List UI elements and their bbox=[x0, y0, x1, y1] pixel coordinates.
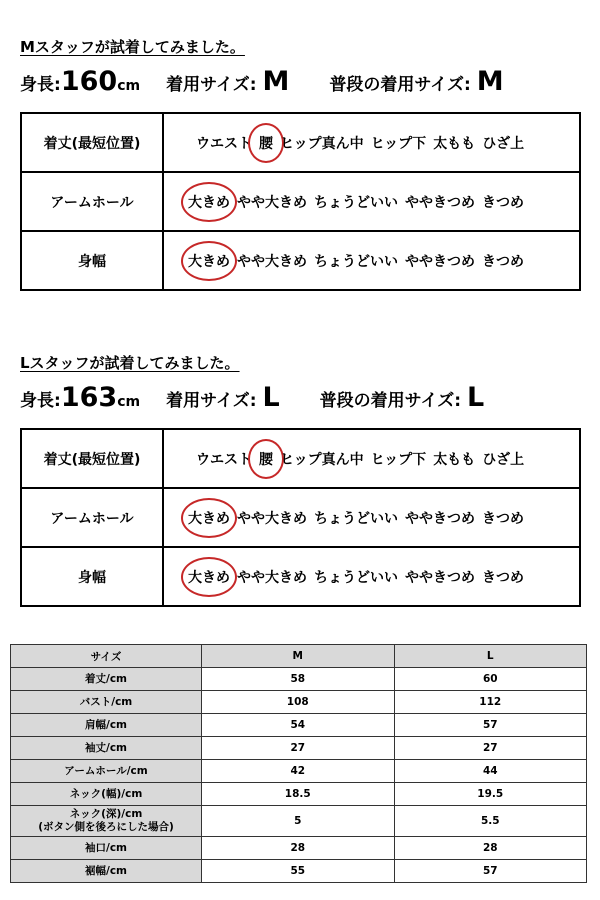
fit-row-body-width bbox=[21, 231, 580, 290]
size-value: M bbox=[262, 66, 290, 97]
size-value-l: 27 bbox=[394, 737, 587, 760]
size-value-l: 28 bbox=[394, 837, 587, 860]
usual-size-value: M bbox=[476, 66, 504, 97]
size-value-l: 57 bbox=[394, 714, 587, 737]
size-table-header bbox=[11, 645, 587, 668]
fit-option: きつめ bbox=[482, 253, 524, 270]
fit-option: ウエスト bbox=[196, 451, 252, 468]
fit-option: やや大きめ bbox=[237, 510, 307, 527]
height-value: 160 bbox=[60, 66, 118, 97]
size-value-m: 58 bbox=[202, 668, 395, 691]
fit-option: ヒップ下 bbox=[370, 451, 427, 468]
size-value: L bbox=[262, 382, 280, 413]
size-row bbox=[11, 806, 587, 837]
fit-option-selected: 大きめ bbox=[188, 251, 230, 271]
size-row-name bbox=[11, 806, 202, 837]
height-label: 身長: bbox=[20, 75, 61, 95]
fit-option: ややきつめ bbox=[405, 569, 475, 586]
fit-option: ちょうどいい bbox=[314, 253, 398, 270]
fit-option: ひざ上 bbox=[482, 135, 525, 152]
fit-row-label: 身幅 bbox=[21, 231, 163, 290]
size-value-l: 19.5 bbox=[394, 783, 587, 806]
header-l: L bbox=[394, 645, 587, 668]
size-row bbox=[11, 691, 587, 714]
fit-option: やや大きめ bbox=[237, 194, 307, 211]
size-row bbox=[11, 714, 587, 737]
fit-option-selected: 腰 bbox=[259, 133, 273, 153]
staff-m-stats bbox=[20, 66, 504, 97]
size-row-name: 肩幅/cm bbox=[11, 714, 202, 737]
size-value-m: 27 bbox=[202, 737, 395, 760]
size-row-name: 袖丈/cm bbox=[11, 737, 202, 760]
fit-option-selected: 大きめ bbox=[188, 192, 230, 212]
header-size: サイズ bbox=[11, 645, 202, 668]
fit-option: ちょうどいい bbox=[314, 194, 398, 211]
fit-row-armhole bbox=[21, 488, 580, 547]
fit-option: やや大きめ bbox=[237, 253, 307, 270]
fit-option: ヒップ下 bbox=[370, 135, 427, 152]
fit-options bbox=[163, 172, 580, 231]
size-row bbox=[11, 668, 587, 691]
size-row-name: ネック(幅)/cm bbox=[11, 783, 202, 806]
size-label: 着用サイズ: bbox=[166, 391, 257, 411]
fit-option: ヒップ真ん中 bbox=[280, 135, 364, 152]
fit-row-armhole bbox=[21, 172, 580, 231]
fit-option: ちょうどいい bbox=[314, 569, 398, 586]
fit-row-body-width bbox=[21, 547, 580, 606]
staff-l-title: Lスタッフが試着してみました。 bbox=[20, 354, 240, 372]
header-m: M bbox=[202, 645, 395, 668]
fit-options bbox=[163, 429, 580, 488]
fit-options bbox=[163, 231, 580, 290]
size-value-m: 108 bbox=[202, 691, 395, 714]
usual-size-label: 普段の着用サイズ: bbox=[319, 391, 462, 411]
height-value: 163 bbox=[60, 382, 118, 413]
usual-size-label: 普段の着用サイズ: bbox=[329, 75, 471, 95]
size-row bbox=[11, 783, 587, 806]
size-value-m: 18.5 bbox=[202, 783, 395, 806]
size-row-name: 裾幅/cm bbox=[11, 860, 202, 883]
size-value-m: 5 bbox=[202, 806, 395, 837]
fit-row-length bbox=[21, 429, 580, 488]
fit-option: きつめ bbox=[482, 194, 524, 211]
size-value-m: 42 bbox=[202, 760, 395, 783]
fit-option: ウエスト bbox=[196, 135, 252, 152]
fit-options bbox=[163, 488, 580, 547]
size-value-m: 55 bbox=[202, 860, 395, 883]
size-value-l: 112 bbox=[394, 691, 587, 714]
size-row-name: バスト/cm bbox=[11, 691, 202, 714]
fit-option-selected: 腰 bbox=[259, 449, 273, 469]
fit-option: ややきつめ bbox=[405, 253, 475, 270]
size-value-l: 5.5 bbox=[394, 806, 587, 837]
fit-option: ややきつめ bbox=[405, 510, 475, 527]
fit-row-label: 着丈(最短位置) bbox=[21, 429, 163, 488]
fit-option: きつめ bbox=[482, 510, 524, 527]
size-value-l: 60 bbox=[394, 668, 587, 691]
fit-option: 太もも bbox=[433, 135, 476, 152]
fit-option-selected: 大きめ bbox=[188, 508, 230, 528]
fit-option-selected: 大きめ bbox=[188, 567, 230, 587]
size-row-name: 袖口/cm bbox=[11, 837, 202, 860]
usual-size-value: L bbox=[467, 382, 485, 413]
size-value-l: 44 bbox=[394, 760, 587, 783]
size-row bbox=[11, 860, 587, 883]
fit-option: きつめ bbox=[482, 569, 524, 586]
staff-l-stats bbox=[20, 382, 484, 413]
fit-table-l bbox=[20, 428, 581, 607]
fit-row-length bbox=[21, 113, 580, 172]
size-row-name: アームホール/cm bbox=[11, 760, 202, 783]
size-value-m: 54 bbox=[202, 714, 395, 737]
size-row bbox=[11, 837, 587, 860]
size-row-name: 着丈/cm bbox=[11, 668, 202, 691]
size-row-name-line1: ネック(深)/cm bbox=[69, 808, 143, 820]
size-table bbox=[10, 644, 587, 883]
fit-option: 太もも bbox=[433, 451, 476, 468]
size-row bbox=[11, 737, 587, 760]
size-value-m: 28 bbox=[202, 837, 395, 860]
staff-m-title: Mスタッフが試着してみました。 bbox=[20, 38, 245, 56]
size-value-l: 57 bbox=[394, 860, 587, 883]
fit-option: ヒップ真ん中 bbox=[280, 451, 364, 468]
fit-row-label: 身幅 bbox=[21, 547, 163, 606]
size-row-name-line2: (ボタン側を後ろにした場合) bbox=[38, 821, 174, 833]
height-unit: cm bbox=[117, 78, 141, 94]
fit-option: ひざ上 bbox=[482, 451, 525, 468]
size-label: 着用サイズ: bbox=[166, 75, 257, 95]
height-unit: cm bbox=[117, 394, 141, 410]
fit-options bbox=[163, 547, 580, 606]
fit-row-label: アームホール bbox=[21, 488, 163, 547]
fit-option: ややきつめ bbox=[405, 194, 475, 211]
fit-row-label: 着丈(最短位置) bbox=[21, 113, 163, 172]
fit-option: やや大きめ bbox=[237, 569, 307, 586]
fit-option: ちょうどいい bbox=[314, 510, 398, 527]
fit-table-m bbox=[20, 112, 581, 291]
fit-options bbox=[163, 113, 580, 172]
fit-row-label: アームホール bbox=[21, 172, 163, 231]
size-row bbox=[11, 760, 587, 783]
height-label: 身長: bbox=[20, 391, 61, 411]
